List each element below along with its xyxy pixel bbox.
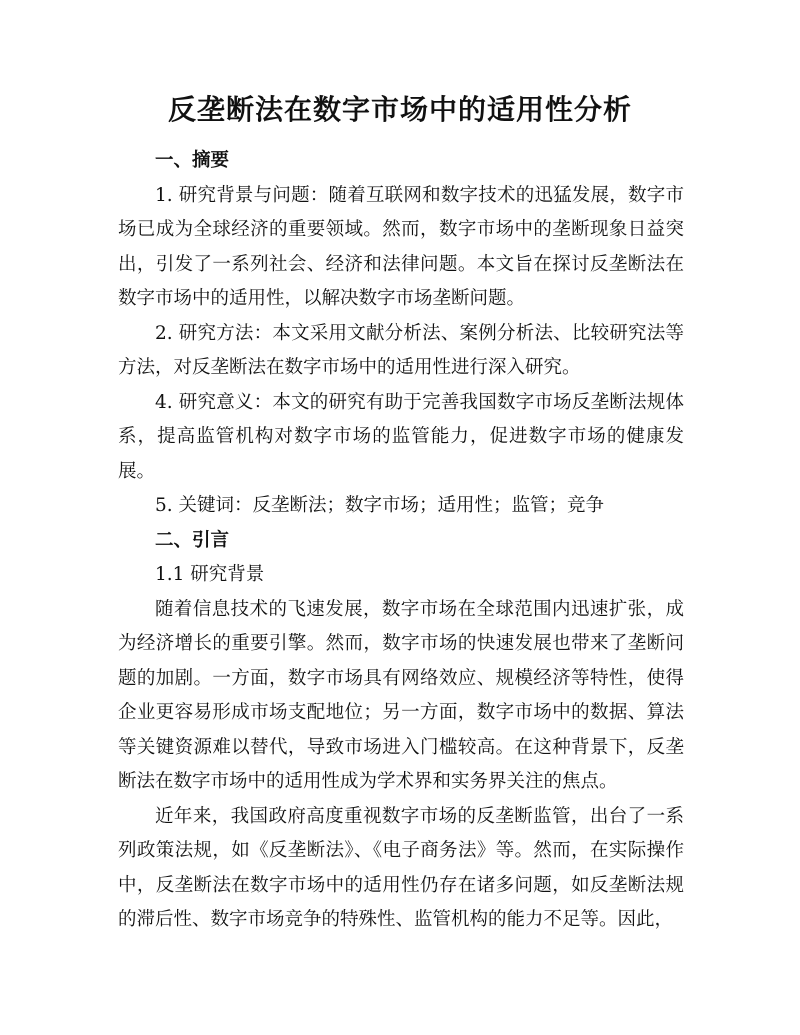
- subsection-heading-background: 1.1 研究背景: [155, 564, 265, 585]
- abstract-keywords: 5. 关键词：反垄断法；数字市场；适用性；监管；竞争: [155, 495, 605, 516]
- document-title: 反垄断法在数字市场中的适用性分析: [167, 93, 632, 126]
- abstract-item-4: 4. 研究意义：本文的研究有助于完善我国数字市场反垄断法规体系，提高监管机构对数字市场的监管能力，促进数字市场的健康发展。: [118, 391, 684, 482]
- abstract-item-2: 2. 研究方法：本文采用文献分析法、案例分析法、比较研究法等方法，对反垄断法在数字市场中的适用性进行深入研究。: [118, 322, 684, 378]
- abstract-item-1: 1. 研究背景与问题：随着互联网和数字技术的迅猛发展，数字市场已成为全球经济的重要领域。然而，数字市场中的垄断现象日益突出，引发了一系列社会、经济和法律问题。本文旨在探讨反垄断法在数字市场中的适用性，以解决数字市场垄断问题。: [118, 184, 684, 309]
- section-heading-abstract: 一、摘要: [155, 150, 230, 171]
- section-heading-introduction: 二、引言: [155, 529, 230, 551]
- intro-paragraph-2: 近年来，我国政府高度重视数字市场的反垄断监管，出台了一系列政策法规，如《反垄断法》、《电子商务法》等。然而，在实际操作中，反垄断法在数字市场中的适用性仍存在诸多问题，如反垄断法规的滞后性、数字市场竞争的特殊性、监管机构的能力不足等。因此，: [118, 805, 684, 930]
- document-body: [118, 144, 684, 938]
- intro-paragraph-1: 随着信息技术的飞速发展，数字市场在全球范围内迅速扩张，成为经济增长的重要引擎。然而，数字市场的快速发展也带来了垄断问题的加剧。一方面，数字市场具有网络效应、规模经济等特性，使得企业更容易形成市场支配地位；另一方面，数字市场中的数据、算法等关键资源难以替代，导致市场进入门槛较高。在这种背景下，反垄断法在数字市场中的适用性成为学术界和实务界关注的焦点。: [118, 598, 684, 792]
